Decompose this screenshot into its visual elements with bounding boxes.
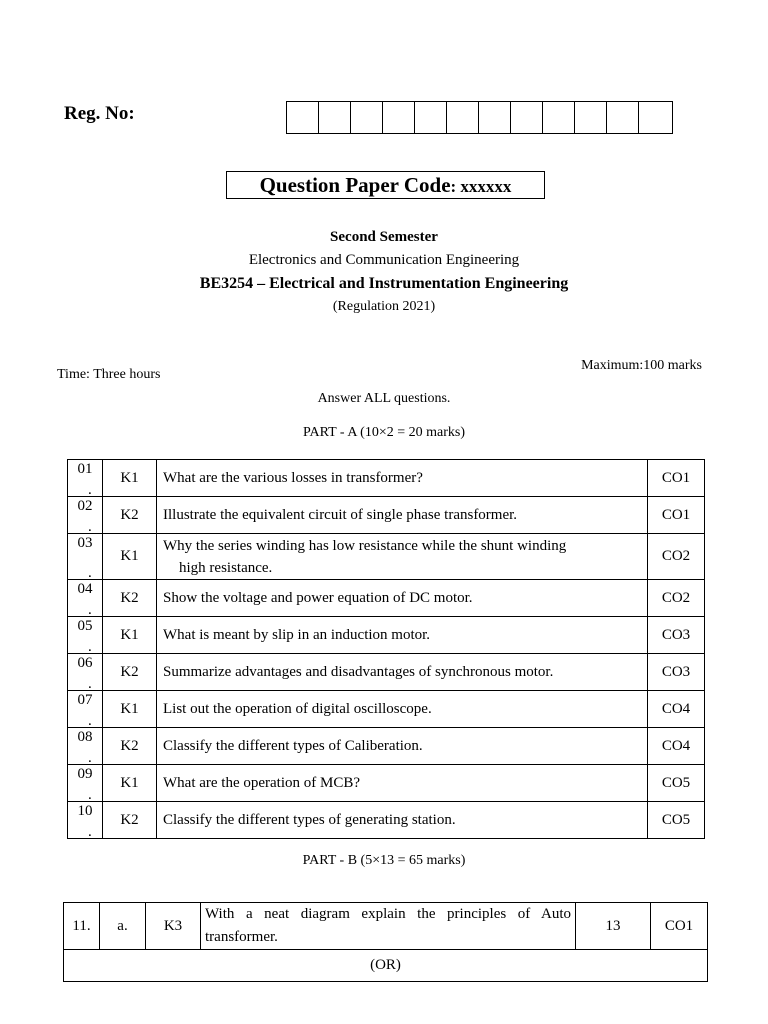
- question-number: 01 .: [68, 460, 103, 497]
- reg-no-box[interactable]: [639, 102, 672, 133]
- question-number: 11.: [64, 903, 100, 950]
- instruction: Answer ALL questions.: [317, 391, 451, 406]
- knowledge-level: K1: [103, 765, 157, 802]
- regulation: (Regulation 2021): [332, 299, 436, 314]
- table-row: [68, 802, 705, 839]
- question-text: Classify the different types of Caliberation.: [157, 728, 648, 765]
- reg-no-box[interactable]: [575, 102, 607, 133]
- part-b-heading: PART - B (5×13 = 65 marks): [302, 853, 466, 868]
- table-row: [68, 460, 705, 497]
- course-outcome: CO3: [648, 654, 705, 691]
- knowledge-level: K3: [146, 903, 201, 950]
- question-paper-code: [226, 171, 545, 199]
- question-number: 06 .: [68, 654, 103, 691]
- table-row: [68, 580, 705, 617]
- question-text: What are the operation of MCB?: [157, 765, 648, 802]
- course-outcome: CO4: [648, 728, 705, 765]
- knowledge-level: K2: [103, 497, 157, 534]
- reg-no-box[interactable]: [415, 102, 447, 133]
- question-number: 03 .: [68, 534, 103, 580]
- course-outcome: CO4: [648, 691, 705, 728]
- knowledge-level: K2: [103, 802, 157, 839]
- question-number: 04 .: [68, 580, 103, 617]
- question-number: 10 .: [68, 802, 103, 839]
- course-outcome: CO3: [648, 617, 705, 654]
- question-text: Illustrate the equivalent circuit of single phase transformer.: [157, 497, 648, 534]
- question-text: Classify the different types of generating station.: [157, 802, 648, 839]
- qp-code-value: : xxxxxx: [450, 177, 512, 196]
- table-row: [68, 617, 705, 654]
- table-row: [68, 654, 705, 691]
- table-row: [68, 728, 705, 765]
- reg-no-boxes: [286, 101, 673, 134]
- knowledge-level: K2: [103, 728, 157, 765]
- question-text: With a neat diagram explain the principles of Auto transformer.: [201, 903, 576, 950]
- question-text: Show the voltage and power equation of DC motor.: [157, 580, 648, 617]
- course-outcome: CO1: [648, 497, 705, 534]
- sub-question: a.: [100, 903, 146, 950]
- question-text: List out the operation of digital oscilloscope.: [157, 691, 648, 728]
- or-separator: (OR): [64, 950, 708, 982]
- course-outcome: CO1: [648, 460, 705, 497]
- knowledge-level: K1: [103, 460, 157, 497]
- table-row: [68, 765, 705, 802]
- course-outcome: CO5: [648, 802, 705, 839]
- question-text: What are the various losses in transformer?: [157, 460, 648, 497]
- reg-no-box[interactable]: [511, 102, 543, 133]
- table-row: [64, 950, 708, 982]
- question-text-line: Why the series winding has low resistance while the shunt winding: [163, 537, 567, 554]
- question-text: What is meant by slip in an induction motor.: [157, 617, 648, 654]
- part-b-table: [63, 902, 708, 982]
- course-outcome: CO2: [648, 534, 705, 580]
- table-row: [68, 534, 705, 580]
- table-row: [64, 903, 708, 950]
- part-a-heading: PART - A (10×2 = 20 marks): [303, 425, 465, 440]
- question-text: [157, 534, 648, 580]
- knowledge-level: K2: [103, 580, 157, 617]
- reg-no-box[interactable]: [287, 102, 319, 133]
- reg-no-box[interactable]: [479, 102, 511, 133]
- question-number: 05 .: [68, 617, 103, 654]
- question-number: 09 .: [68, 765, 103, 802]
- knowledge-level: K2: [103, 654, 157, 691]
- reg-no-box[interactable]: [319, 102, 351, 133]
- semester: Second Semester: [330, 229, 438, 245]
- marks: 13: [576, 903, 651, 950]
- knowledge-level: K1: [103, 534, 157, 580]
- part-a-table: [67, 459, 705, 839]
- time-allowed: Time: Three hours: [57, 367, 161, 382]
- knowledge-level: K1: [103, 691, 157, 728]
- reg-no-box[interactable]: [383, 102, 415, 133]
- course-title: BE3254 – Electrical and Instrumentation Engineering: [199, 275, 569, 292]
- reg-no-box[interactable]: [607, 102, 639, 133]
- reg-no-label: Reg. No:: [64, 103, 135, 124]
- question-number: 02 .: [68, 497, 103, 534]
- question-number: 07 .: [68, 691, 103, 728]
- course-outcome: CO2: [648, 580, 705, 617]
- course-outcome: CO1: [651, 903, 708, 950]
- reg-no-box[interactable]: [351, 102, 383, 133]
- table-row: [68, 497, 705, 534]
- max-marks: Maximum:100 marks: [581, 358, 702, 373]
- department: Electronics and Communication Engineering: [248, 252, 520, 268]
- question-text-line: high resistance.: [179, 559, 273, 576]
- knowledge-level: K1: [103, 617, 157, 654]
- question-number: 08 .: [68, 728, 103, 765]
- reg-no-box[interactable]: [447, 102, 479, 133]
- reg-no-box[interactable]: [543, 102, 575, 133]
- question-text: Summarize advantages and disadvantages of synchronous motor.: [157, 654, 648, 691]
- table-row: [68, 691, 705, 728]
- qp-code-label: Question Paper Code: [259, 173, 451, 197]
- course-outcome: CO5: [648, 765, 705, 802]
